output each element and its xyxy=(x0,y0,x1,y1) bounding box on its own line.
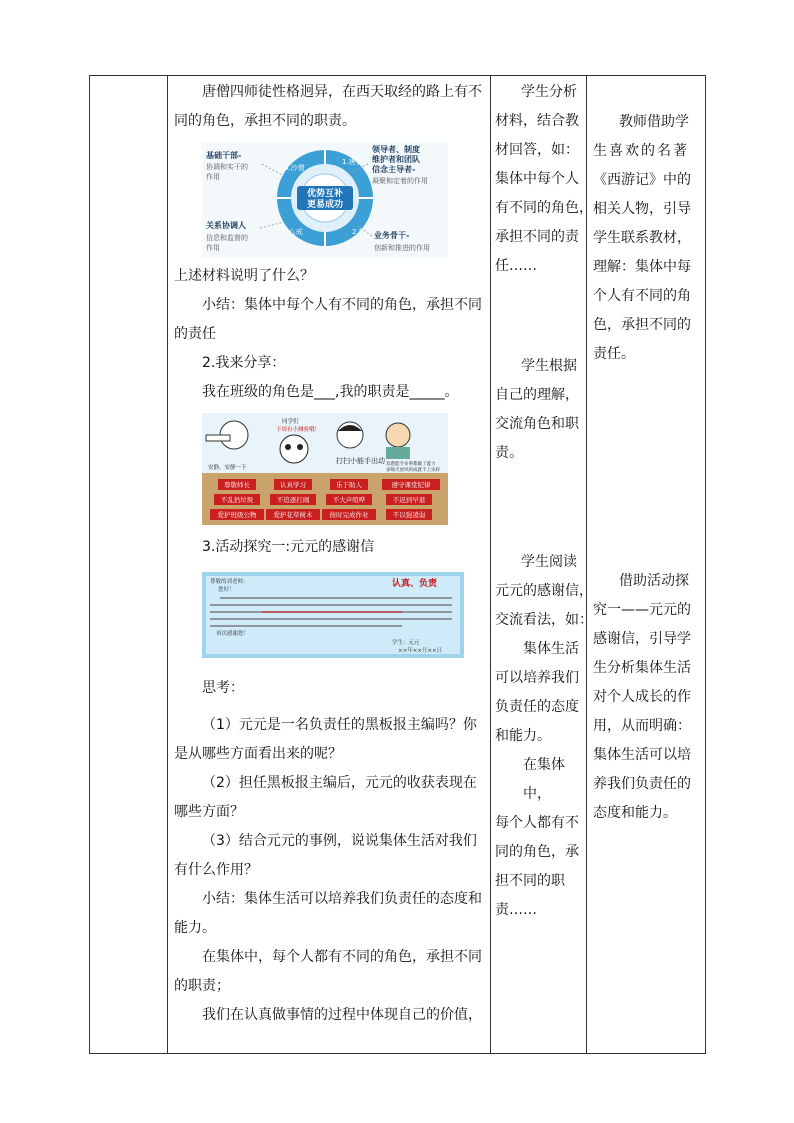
activity-line: 元元的感谢信， xyxy=(495,583,593,599)
activity-line: 可以培养我们 xyxy=(495,670,579,686)
question: （2）担任黑板报主编后，元元的收获表现在 xyxy=(202,775,477,791)
svg-text:您好！: 您好！ xyxy=(218,587,235,593)
intent-line: 态度和能力。 xyxy=(593,805,677,821)
svg-text:认真学习: 认真学习 xyxy=(280,481,306,489)
svg-text:尊敬的刘老师：: 尊敬的刘老师： xyxy=(210,579,249,585)
svg-text:凝聚和定着的作用: 凝聚和定着的作用 xyxy=(372,177,428,185)
thank-you-letter-image xyxy=(202,572,464,658)
intent-line: 相关人物，引导 xyxy=(593,201,691,217)
design-intent-column xyxy=(587,76,705,1053)
svg-text:领导者、制度: 领导者、制度 xyxy=(372,145,420,154)
svg-text:不大声喧哗: 不大声喧哗 xyxy=(332,496,366,504)
question-cont: 是从哪些方面看出来的呢？ xyxy=(174,746,342,762)
svg-text:不乱扔垃圾: 不乱扔垃圾 xyxy=(220,496,254,504)
svg-text:不迟到早退: 不迟到早退 xyxy=(392,496,426,504)
svg-text:双愈能令多事都做了能力: 双愈能令多事都做了能力 xyxy=(386,462,436,467)
intent-line: 感谢信，引导学 xyxy=(593,631,691,647)
svg-text:同学们: 同学们 xyxy=(282,419,299,425)
ring-label: 3.八戒 xyxy=(282,228,303,236)
activity-line: 和能力。 xyxy=(495,728,551,744)
summary: 小结：集体中每个人有不同的角色，承担不同 xyxy=(202,297,482,313)
fill-in-blank: 我在班级的角色是___,我的职责是_____。 xyxy=(202,384,459,400)
intent-line: 集体生活可以培 xyxy=(593,747,691,763)
intent-line: 学生联系教材， xyxy=(593,230,691,246)
lesson-table xyxy=(89,75,706,1054)
section-heading: 2.我来分享： xyxy=(202,355,286,371)
activity-line: 学生根据 xyxy=(521,358,577,374)
svg-text:不以强凌弱: 不以强凌弱 xyxy=(392,511,426,519)
svg-text:多喝天放风的成就不上乐样: 多喝天放风的成就不上乐样 xyxy=(386,468,440,473)
paragraph-cont: 的职责； xyxy=(174,978,230,994)
svg-text:学生：元元: 学生：元元 xyxy=(392,640,420,646)
activity-line: 学生阅读 xyxy=(521,554,577,570)
intent-line: 教师借助学 xyxy=(619,114,689,130)
svg-text:信念主导者-: 信念主导者- xyxy=(372,165,416,174)
svg-text:更易成功: 更易成功 xyxy=(306,200,344,210)
summary: 小结：集体生活可以培养我们负责任的态度和 xyxy=(202,891,482,907)
intent-line: 生喜欢的名著 xyxy=(593,143,689,159)
activity-line: 交流角色和职 xyxy=(495,416,579,432)
class-roles-image xyxy=(202,413,448,525)
section-heading: 3.活动探究一:元元的感谢信 xyxy=(202,539,375,555)
paragraph: 唐僧四师徒性格迥异，在西天取经的路上有不 xyxy=(202,84,482,100)
activity-line: 学生分析 xyxy=(521,84,577,100)
ring-label: 4.沙僧 xyxy=(284,164,305,172)
svg-text:不追逐打闹: 不追逐打闹 xyxy=(276,496,310,504)
svg-text:乐于助人: 乐于助人 xyxy=(336,481,362,489)
intent-line: 理解：集体中每 xyxy=(593,259,691,275)
paragraph-cont: 同的角色，承担不同的职责。 xyxy=(174,113,356,129)
intent-line: 养我们负责任的 xyxy=(593,776,691,792)
intent-line: 生分析集体生活 xyxy=(593,660,691,676)
svg-text:作用: 作用 xyxy=(206,173,220,181)
svg-text:作用: 作用 xyxy=(206,244,220,252)
activity-line: 责。 xyxy=(495,445,523,461)
activity-line: 每个人都有不 xyxy=(495,815,579,831)
intent-line: 究一——元元的 xyxy=(593,602,691,618)
ring-label: 1.唐僧 xyxy=(342,158,363,166)
summary-cont: 的责任 xyxy=(174,326,216,342)
journey-roles-diagram xyxy=(202,142,448,258)
activity-line: 集体中每个人 xyxy=(495,171,579,187)
svg-text:协调和实干的: 协调和实干的 xyxy=(206,163,248,171)
svg-text:再次感谢您！: 再次感谢您！ xyxy=(216,631,250,637)
content-column xyxy=(168,76,490,1053)
activity-line: 交流看法，如： xyxy=(495,612,593,628)
svg-text:信息和监督的: 信息和监督的 xyxy=(206,234,248,242)
activity-line: 承担不同的责 xyxy=(495,229,579,245)
summary-cont: 能力。 xyxy=(174,920,216,936)
intent-line: 《西游记》中的 xyxy=(593,172,691,188)
intent-line: 对个人成长的作 xyxy=(593,689,691,705)
intent-line: 用，从而明确： xyxy=(593,718,691,734)
svg-text:下周有小测验哦！: 下周有小测验哦！ xyxy=(276,427,321,433)
activity-line: 集体生活 xyxy=(523,641,579,657)
think-heading: 思考： xyxy=(202,680,244,696)
activity-line: 材回答，如： xyxy=(495,142,579,158)
intent-line: 借助活动探 xyxy=(619,573,689,589)
ring-label: 2.悟空 xyxy=(352,228,373,236)
intent-line: 责任。 xyxy=(593,346,635,362)
svg-text:认真、负责: 认真、负责 xyxy=(392,579,438,589)
svg-text:遵守课堂纪律: 遵守课堂纪律 xyxy=(391,481,431,489)
question-cont: 哪些方面？ xyxy=(174,804,244,820)
activity-line: 同的角色，承 xyxy=(495,844,579,860)
svg-text:维护者和团队: 维护者和团队 xyxy=(372,155,420,164)
activity-line: 在集体中， xyxy=(523,757,565,802)
intent-line: 个人有不同的角 xyxy=(593,288,691,304)
svg-text:爱护花草树木: 爱护花草树木 xyxy=(273,511,313,519)
svg-text:尊敬师长: 尊敬师长 xyxy=(224,481,250,489)
student-activity-column xyxy=(491,76,593,1053)
activity-line: 责…… xyxy=(495,902,537,918)
question: （1）元元是一名负责任的黑板报主编吗？你 xyxy=(202,717,477,733)
diagram-center-label: 优势互补 xyxy=(306,189,344,199)
svg-text:××年××月××日: ××年××月××日 xyxy=(398,648,443,654)
svg-text:关系协调人: 关系协调人 xyxy=(206,221,246,230)
svg-text:爱护班级公物: 爱护班级公物 xyxy=(217,511,257,519)
activity-line: 自己的理解， xyxy=(495,387,579,403)
svg-text:基础干部-: 基础干部- xyxy=(206,151,242,160)
activity-line: 担不同的职 xyxy=(495,873,565,889)
question: （3）结合元元的事例，说说集体生活对我们 xyxy=(202,833,477,849)
svg-text:打扫小能手出动: 打扫小能手出动 xyxy=(336,457,385,465)
question-cont: 有什么作用？ xyxy=(174,862,258,878)
svg-text:按时完成作业: 按时完成作业 xyxy=(329,511,369,519)
activity-line: 有不同的角色， xyxy=(495,200,593,216)
svg-text:业务骨干-: 业务骨干- xyxy=(374,231,410,240)
activity-line: 材料，结合教 xyxy=(495,113,579,129)
paragraph: 在集体中，每个人都有不同的角色，承担不同 xyxy=(202,949,482,965)
svg-text:创新和推进的作用: 创新和推进的作用 xyxy=(374,244,430,252)
activity-line: 任…… xyxy=(495,258,537,274)
svg-text:安静，安静一下: 安静，安静一下 xyxy=(208,465,247,471)
question: 上述材料说明了什么？ xyxy=(174,268,314,284)
activity-line: 负责任的态度 xyxy=(495,699,579,715)
paragraph: 我们在认真做事情的过程中体现自己的价值， xyxy=(202,1007,482,1023)
intent-line: 色，承担不同的 xyxy=(593,317,691,333)
